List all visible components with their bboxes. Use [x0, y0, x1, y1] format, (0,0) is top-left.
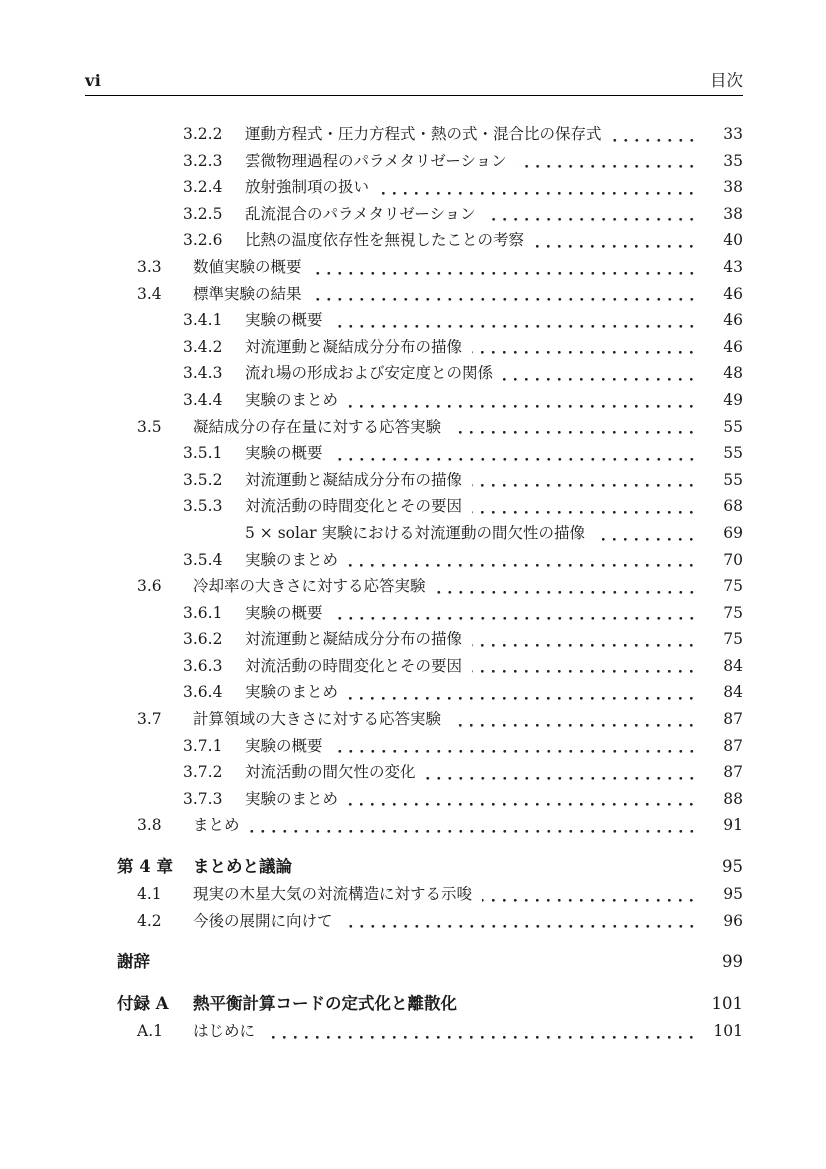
- toc-entry: [85, 148, 743, 175]
- toc-leader-dots: [451, 724, 701, 727]
- toc-entry: [85, 227, 743, 254]
- toc-leader-dots: [472, 351, 701, 354]
- toc-entry-page: 87: [723, 763, 743, 782]
- toc-entry-number: 3.7: [137, 710, 162, 729]
- toc-entry-title: 乱流混合のパラメタリゼーション: [245, 204, 476, 223]
- toc-entry-page: 40: [723, 231, 743, 250]
- toc-leader-dots: [343, 925, 701, 928]
- toc-entry-page: 87: [723, 710, 743, 729]
- toc-entry-number: 3.2.6: [183, 231, 223, 250]
- toc-entry-page: 84: [723, 683, 743, 702]
- toc-leader-dots: [312, 272, 701, 275]
- toc-entry-number: 3.5.2: [183, 470, 223, 489]
- toc-entry: [85, 759, 743, 786]
- toc-entry-page: 69: [723, 523, 743, 542]
- toc-entry-page: 95: [723, 885, 743, 904]
- toc-entry-number: 3.4.3: [183, 364, 223, 383]
- toc-entry-title: 冷却率の大きさに対する応答実験: [193, 577, 426, 596]
- page-header: [85, 72, 743, 96]
- toc-leader-dots: [348, 564, 701, 567]
- toc-leader-dots: [472, 484, 701, 487]
- toc-leader-dots: [312, 298, 701, 301]
- toc-entry: [85, 812, 743, 839]
- toc-entry-page: 70: [723, 550, 743, 569]
- toc-entry-title: 数値実験の概要: [193, 257, 302, 276]
- toc-entry-page: 43: [723, 257, 743, 276]
- toc-entry: [85, 467, 743, 494]
- toc-leader-dots: [379, 192, 701, 195]
- toc-leader-dots: [472, 511, 701, 514]
- toc-leader-dots: [333, 617, 701, 620]
- toc-entry: [85, 387, 743, 414]
- toc-leader-dots: [486, 218, 701, 221]
- toc-entry: [85, 990, 743, 1018]
- toc-entry: [85, 908, 743, 935]
- toc-leader-dots: [503, 378, 701, 381]
- toc-entry-number: 3.2.2: [183, 125, 223, 143]
- toc-spacer: [160, 967, 701, 970]
- toc-entry-title: 熱平衡計算コードの定式化と離散化: [193, 994, 457, 1014]
- toc-entry-title: 対流活動の時間変化とその要因: [245, 656, 463, 675]
- toc-entry-number: 3.4.2: [183, 337, 223, 356]
- toc-entry-page: 101: [713, 1022, 743, 1041]
- toc-entry-page: 55: [723, 417, 743, 436]
- toc-entry-number: 3.6.4: [183, 683, 223, 702]
- toc-entry-page: 33: [723, 125, 743, 143]
- toc-entry-title: 実験の概要: [245, 311, 323, 330]
- toc-entry: [85, 281, 743, 308]
- toc-entry-number: 3.7.3: [183, 789, 223, 808]
- toc-leader-dots: [436, 591, 701, 594]
- toc-entry: [85, 121, 743, 148]
- toc-entry: [85, 440, 743, 467]
- toc-leader-dots: [333, 750, 701, 753]
- toc-entry-number: 3.3: [137, 257, 162, 276]
- toc-entry-title: はじめに: [193, 1022, 256, 1041]
- toc-entry-number: 3.2.5: [183, 204, 223, 223]
- toc-entry-number: 3.6.2: [183, 630, 223, 649]
- toc-entry-page: 95: [722, 857, 743, 877]
- toc-entry-title: 対流運動と凝結成分分布の描像: [245, 630, 463, 649]
- toc-entry-title: 標準実験の結果: [193, 284, 302, 303]
- toc-entry-title: 謝辞: [117, 952, 150, 972]
- toc-entry-page: 55: [723, 470, 743, 489]
- toc-entry-number: 3.5.4: [183, 550, 223, 569]
- toc-entry-title: 実験のまとめ: [245, 390, 339, 409]
- toc-entry-number: 3.5.1: [183, 444, 223, 463]
- toc-entry-title: 対流活動の間欠性の変化: [245, 763, 416, 782]
- toc-entry-title: 実験のまとめ: [245, 683, 339, 702]
- toc-entry: [85, 201, 743, 228]
- toc-entry-title: 実験の概要: [245, 603, 323, 622]
- toc-entry-number: 3.8: [137, 816, 162, 835]
- toc-entry-number: 3.2.4: [183, 178, 223, 197]
- toc-entry-title: 放射強制項の扱い: [245, 178, 370, 197]
- toc-spacer: [302, 872, 701, 875]
- toc-leader-dots: [517, 165, 701, 168]
- toc-entry: [85, 1018, 743, 1045]
- toc-entry-number: 3.6: [137, 577, 162, 596]
- toc-leader-dots: [348, 803, 701, 806]
- toc-entry-page: 46: [723, 311, 743, 330]
- toc-entry: [85, 881, 743, 908]
- toc-entry-number: 3.6.3: [183, 656, 223, 675]
- toc-leader-dots: [534, 245, 701, 248]
- toc-entry-title: 対流活動の時間変化とその要因: [245, 497, 463, 516]
- toc-entry-page: 38: [723, 204, 743, 223]
- toc-entry-page: 46: [723, 337, 743, 356]
- toc-entry-page: 35: [723, 151, 743, 170]
- toc-entry-title: 今後の展開に向けて: [193, 911, 333, 930]
- toc-entry-page: 55: [723, 444, 743, 463]
- toc-entry-title: 現実の木星大気の対流構造に対する示唆: [193, 885, 473, 904]
- toc-entry: [85, 626, 743, 653]
- toc-entry-number: 3.2.3: [183, 151, 223, 170]
- toc-entry-page: 101: [711, 994, 743, 1014]
- toc-entry: [85, 786, 743, 813]
- toc-entry: [85, 520, 743, 547]
- header-section-title: 目次: [710, 71, 743, 90]
- toc-leader-dots: [348, 405, 701, 408]
- toc-entry-number: 3.7.1: [183, 736, 223, 755]
- toc-entry-title: 計算領域の大きさに対する応答実験: [193, 710, 442, 729]
- toc-entry: [85, 600, 743, 627]
- toc-entry-title: 雲微物理過程のパラメタリゼーション: [245, 151, 507, 170]
- toc-entry: [85, 948, 743, 976]
- toc-entry-title: 運動方程式・圧力方程式・熱の式・混合比の保存式: [245, 125, 602, 143]
- toc-entry-title: 比熱の温度依存性を無視したことの考察: [245, 231, 525, 250]
- header-page-number: vi: [85, 71, 102, 90]
- toc-entry-page: 68: [723, 497, 743, 516]
- toc-leader-dots: [612, 139, 701, 142]
- toc-entry-title: 実験の概要: [245, 736, 323, 755]
- toc-entry-number: 3.4.4: [183, 390, 223, 409]
- toc-entry-page: 91: [723, 816, 743, 835]
- toc-leader-dots: [472, 670, 701, 673]
- toc-entry-page: 46: [723, 284, 743, 303]
- toc-entry-title: 対流運動と凝結成分分布の描像: [245, 337, 463, 356]
- toc-leader-dots: [348, 697, 701, 700]
- toc-entry-title: 実験のまとめ: [245, 550, 339, 569]
- toc-leader-dots: [333, 458, 701, 461]
- toc-leader-dots: [451, 431, 701, 434]
- toc-list: [85, 121, 743, 1045]
- toc-entry-page: 75: [723, 630, 743, 649]
- toc-entry-number: 3.7.2: [183, 763, 223, 782]
- toc-entry: [85, 307, 743, 334]
- toc-entry: [85, 493, 743, 520]
- toc-entry: [85, 174, 743, 201]
- toc-entry-number: 4.2: [137, 911, 162, 930]
- toc-entry-page: 99: [722, 952, 743, 972]
- toc-entry: [85, 547, 743, 574]
- toc-entry-number: 3.4: [137, 284, 162, 303]
- toc-leader-dots: [265, 1036, 701, 1039]
- toc-entry-number: A.1: [137, 1022, 163, 1041]
- toc-entry-title: 実験のまとめ: [245, 789, 339, 808]
- toc-entry-page: 38: [723, 178, 743, 197]
- toc-spacer: [467, 1009, 701, 1012]
- toc-entry-page: 96: [723, 911, 743, 930]
- toc-entry-title: 流れ場の形成および安定度との関係: [245, 364, 494, 383]
- toc-entry: [85, 573, 743, 600]
- toc-leader-dots: [472, 644, 701, 647]
- toc-entry-number: 第 4 章: [117, 857, 173, 877]
- toc-leader-dots: [333, 325, 701, 328]
- toc-entry-page: 75: [723, 603, 743, 622]
- toc-entry-title: 対流運動と凝結成分分布の描像: [245, 470, 463, 489]
- toc-entry-number: 3.6.1: [183, 603, 223, 622]
- toc-entry: [85, 733, 743, 760]
- toc-entry-number: 3.4.1: [183, 311, 223, 330]
- toc-entry-page: 88: [723, 789, 743, 808]
- toc-leader-dots: [250, 830, 701, 833]
- toc-leader-dots: [426, 777, 701, 780]
- toc-entry-page: 48: [723, 364, 743, 383]
- toc-entry: [85, 414, 743, 441]
- toc-entry-number: 4.1: [137, 885, 162, 904]
- toc-entry-page: 87: [723, 736, 743, 755]
- toc-leader-dots: [595, 538, 701, 541]
- toc-entry: [85, 360, 743, 387]
- toc-entry: [85, 254, 743, 281]
- toc-entry: [85, 853, 743, 881]
- toc-entry-title: 実験の概要: [245, 444, 323, 463]
- toc-entry-title: まとめ: [193, 816, 240, 835]
- toc-entry: [85, 334, 743, 361]
- toc-entry: [85, 706, 743, 733]
- toc-entry-title: まとめと議論: [193, 857, 292, 877]
- toc-leader-dots: [482, 899, 701, 902]
- toc-entry-number: 付録 A: [117, 994, 169, 1014]
- toc-entry-number: 3.5.3: [183, 497, 223, 516]
- toc-entry: [85, 679, 743, 706]
- toc-entry-title: 凝結成分の存在量に対する応答実験: [193, 417, 442, 436]
- toc-entry-page: 84: [723, 656, 743, 675]
- toc-entry-number: 3.5: [137, 417, 162, 436]
- toc-entry-page: 75: [723, 577, 743, 596]
- toc-entry: [85, 653, 743, 680]
- toc-entry-title: 5 × solar 実験における対流運動の間欠性の描像: [245, 523, 586, 542]
- toc-entry-page: 49: [723, 390, 743, 409]
